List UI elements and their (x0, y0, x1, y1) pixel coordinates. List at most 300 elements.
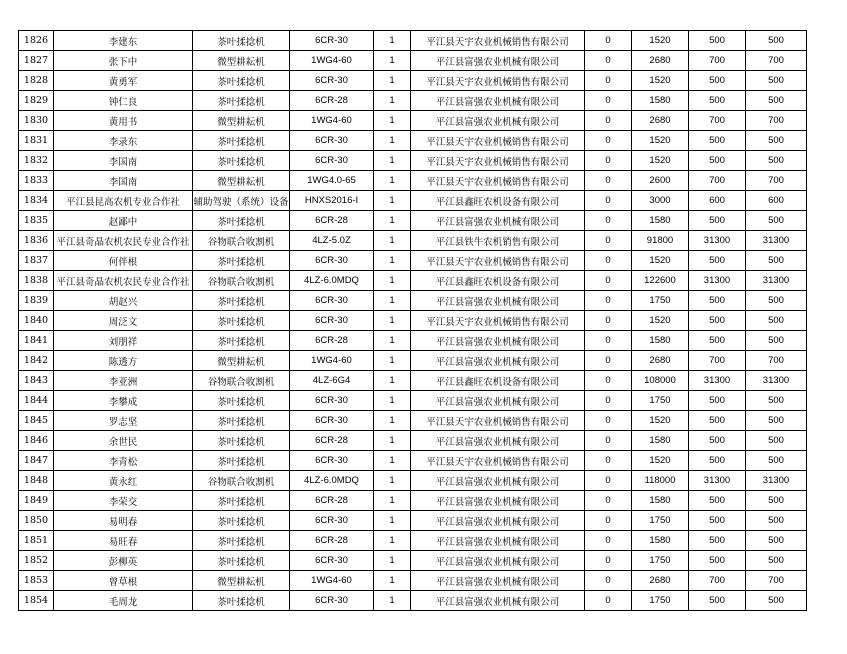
table-row (19, 311, 807, 331)
row-number-cell: 1838 (19, 271, 54, 291)
total-subsidy-cell: 31300 (746, 271, 807, 291)
quantity-cell: 1 (374, 71, 411, 91)
total-subsidy-cell: 31300 (746, 471, 807, 491)
subsidy-cell: 500 (689, 411, 746, 431)
row-number-cell: 1845 (19, 411, 54, 431)
buyer-name-cell: 彭柳英 (54, 551, 193, 571)
row-number-cell: 1849 (19, 491, 54, 511)
model-cell: 6CR-28 (290, 531, 374, 551)
row-number-cell: 1851 (19, 531, 54, 551)
buyer-name-cell: 李国南 (54, 151, 193, 171)
table-row (19, 351, 807, 371)
subsidy-cell: 500 (689, 491, 746, 511)
row-number-cell: 1826 (19, 31, 54, 51)
model-cell: 6CR-30 (290, 71, 374, 91)
subsidy-cell: 500 (689, 71, 746, 91)
machine-type-cell: 微型耕耘机 (193, 351, 290, 371)
model-cell: 4LZ-6.0MDQ (290, 271, 374, 291)
price-cell: 1520 (632, 31, 689, 51)
buyer-name-cell: 曾草根 (54, 571, 193, 591)
buyer-name-cell: 易明春 (54, 511, 193, 531)
dealer-cell: 平江县天宇农业机械销售有限公司 (411, 251, 585, 271)
machine-type-cell: 谷物联合收割机 (193, 471, 290, 491)
machine-type-cell: 微型耕耘机 (193, 51, 290, 71)
dealer-cell: 平江县天宇农业机械销售有限公司 (411, 131, 585, 151)
dealer-cell: 平江县鑫旺农机设备有限公司 (411, 191, 585, 211)
table-row (19, 411, 807, 431)
quantity-cell: 1 (374, 531, 411, 551)
total-subsidy-cell: 500 (746, 91, 807, 111)
dealer-cell: 平江县富强农业机械有限公司 (411, 491, 585, 511)
model-cell: HNXS2016-I (290, 191, 374, 211)
quantity-cell: 1 (374, 231, 411, 251)
total-subsidy-cell: 700 (746, 171, 807, 191)
price-cell: 1520 (632, 71, 689, 91)
total-subsidy-cell: 700 (746, 571, 807, 591)
subsidy-cell: 500 (689, 511, 746, 531)
value-cell: 0 (585, 151, 632, 171)
row-number-cell: 1837 (19, 251, 54, 271)
table-row (19, 271, 807, 291)
dealer-cell: 平江县富强农业机械有限公司 (411, 531, 585, 551)
buyer-name-cell: 李攀成 (54, 391, 193, 411)
buyer-name-cell: 张下中 (54, 51, 193, 71)
quantity-cell: 1 (374, 271, 411, 291)
subsidy-cell: 500 (689, 591, 746, 611)
subsidy-cell: 500 (689, 31, 746, 51)
row-number-cell: 1829 (19, 91, 54, 111)
price-cell: 2680 (632, 351, 689, 371)
quantity-cell: 1 (374, 491, 411, 511)
quantity-cell: 1 (374, 131, 411, 151)
quantity-cell: 1 (374, 411, 411, 431)
subsidy-cell: 500 (689, 531, 746, 551)
dealer-cell: 平江县富强农业机械有限公司 (411, 211, 585, 231)
table-row (19, 291, 807, 311)
quantity-cell: 1 (374, 451, 411, 471)
price-cell: 2680 (632, 571, 689, 591)
total-subsidy-cell: 500 (746, 491, 807, 511)
quantity-cell: 1 (374, 31, 411, 51)
quantity-cell: 1 (374, 191, 411, 211)
model-cell: 6CR-30 (290, 591, 374, 611)
price-cell: 1520 (632, 151, 689, 171)
table-body (19, 31, 807, 611)
price-cell: 2600 (632, 171, 689, 191)
total-subsidy-cell: 500 (746, 411, 807, 431)
table-row (19, 511, 807, 531)
row-number-cell: 1827 (19, 51, 54, 71)
price-cell: 1520 (632, 251, 689, 271)
price-cell: 1520 (632, 411, 689, 431)
value-cell: 0 (585, 491, 632, 511)
price-cell: 2680 (632, 111, 689, 131)
row-number-cell: 1843 (19, 371, 54, 391)
row-number-cell: 1839 (19, 291, 54, 311)
subsidy-cell: 700 (689, 171, 746, 191)
value-cell: 0 (585, 411, 632, 431)
model-cell: 1WG4-60 (290, 111, 374, 131)
table-row (19, 551, 807, 571)
model-cell: 6CR-30 (290, 311, 374, 331)
dealer-cell: 平江县天宇农业机械销售有限公司 (411, 411, 585, 431)
dealer-cell: 平江县富强农业机械有限公司 (411, 551, 585, 571)
total-subsidy-cell: 500 (746, 311, 807, 331)
buyer-name-cell: 平江县昆高农机专业合作社 (54, 191, 193, 211)
subsidy-cell: 500 (689, 431, 746, 451)
buyer-name-cell: 黄勇军 (54, 71, 193, 91)
table-row (19, 31, 807, 51)
machine-type-cell: 微型耕耘机 (193, 111, 290, 131)
buyer-name-cell: 赵鄙中 (54, 211, 193, 231)
buyer-name-cell: 余世民 (54, 431, 193, 451)
dealer-cell: 平江县富强农业机械有限公司 (411, 471, 585, 491)
subsidy-cell: 700 (689, 111, 746, 131)
model-cell: 6CR-30 (290, 251, 374, 271)
buyer-name-cell: 刘朋祥 (54, 331, 193, 351)
value-cell: 0 (585, 391, 632, 411)
subsidy-table (18, 30, 807, 611)
dealer-cell: 平江县富强农业机械有限公司 (411, 51, 585, 71)
quantity-cell: 1 (374, 151, 411, 171)
dealer-cell: 平江县富强农业机械有限公司 (411, 291, 585, 311)
dealer-cell: 平江县天宇农业机械销售有限公司 (411, 71, 585, 91)
model-cell: 6CR-30 (290, 451, 374, 471)
total-subsidy-cell: 500 (746, 511, 807, 531)
model-cell: 6CR-28 (290, 331, 374, 351)
dealer-cell: 平江县铁牛农机销售有限公司 (411, 231, 585, 251)
value-cell: 0 (585, 51, 632, 71)
buyer-name-cell: 平江县奇晶农机农民专业合作社 (54, 231, 193, 251)
model-cell: 6CR-28 (290, 211, 374, 231)
total-subsidy-cell: 500 (746, 251, 807, 271)
machine-type-cell: 茶叶揉捻机 (193, 331, 290, 351)
subsidy-cell: 500 (689, 551, 746, 571)
quantity-cell: 1 (374, 511, 411, 531)
row-number-cell: 1852 (19, 551, 54, 571)
model-cell: 1WG4-60 (290, 351, 374, 371)
dealer-cell: 平江县鑫旺农机设备有限公司 (411, 271, 585, 291)
machine-type-cell: 茶叶揉捻机 (193, 71, 290, 91)
subsidy-cell: 500 (689, 311, 746, 331)
buyer-name-cell: 易旺春 (54, 531, 193, 551)
table-row (19, 571, 807, 591)
table-row (19, 371, 807, 391)
value-cell: 0 (585, 511, 632, 531)
row-number-cell: 1836 (19, 231, 54, 251)
table-row (19, 591, 807, 611)
total-subsidy-cell: 500 (746, 31, 807, 51)
value-cell: 0 (585, 591, 632, 611)
model-cell: 6CR-28 (290, 91, 374, 111)
machine-type-cell: 茶叶揉捻机 (193, 91, 290, 111)
table-row (19, 91, 807, 111)
price-cell: 1520 (632, 451, 689, 471)
machine-type-cell: 茶叶揉捻机 (193, 411, 290, 431)
price-cell: 1520 (632, 311, 689, 331)
buyer-name-cell: 钟仁良 (54, 91, 193, 111)
model-cell: 6CR-30 (290, 291, 374, 311)
price-cell: 1580 (632, 91, 689, 111)
quantity-cell: 1 (374, 251, 411, 271)
dealer-cell: 平江县天宇农业机械销售有限公司 (411, 31, 585, 51)
machine-type-cell: 茶叶揉捻机 (193, 251, 290, 271)
row-number-cell: 1848 (19, 471, 54, 491)
table-row (19, 451, 807, 471)
quantity-cell: 1 (374, 591, 411, 611)
table-row (19, 171, 807, 191)
value-cell: 0 (585, 351, 632, 371)
price-cell: 122600 (632, 271, 689, 291)
price-cell: 2680 (632, 51, 689, 71)
subsidy-cell: 500 (689, 91, 746, 111)
machine-type-cell: 茶叶揉捻机 (193, 311, 290, 331)
price-cell: 108000 (632, 371, 689, 391)
subsidy-cell: 500 (689, 451, 746, 471)
subsidy-cell: 31300 (689, 231, 746, 251)
machine-type-cell: 微型耕耘机 (193, 571, 290, 591)
machine-type-cell: 谷物联合收割机 (193, 271, 290, 291)
buyer-name-cell: 李录东 (54, 131, 193, 151)
value-cell: 0 (585, 331, 632, 351)
subsidy-cell: 500 (689, 131, 746, 151)
row-number-cell: 1830 (19, 111, 54, 131)
machine-type-cell: 茶叶揉捻机 (193, 391, 290, 411)
buyer-name-cell: 黄永红 (54, 471, 193, 491)
subsidy-cell: 600 (689, 191, 746, 211)
price-cell: 1580 (632, 491, 689, 511)
buyer-name-cell: 周泛文 (54, 311, 193, 331)
row-number-cell: 1846 (19, 431, 54, 451)
row-number-cell: 1834 (19, 191, 54, 211)
subsidy-cell: 700 (689, 351, 746, 371)
value-cell: 0 (585, 191, 632, 211)
machine-type-cell: 茶叶揉捻机 (193, 431, 290, 451)
quantity-cell: 1 (374, 211, 411, 231)
table-row (19, 111, 807, 131)
quantity-cell: 1 (374, 111, 411, 131)
table-row (19, 231, 807, 251)
machine-type-cell: 茶叶揉捻机 (193, 451, 290, 471)
quantity-cell: 1 (374, 171, 411, 191)
price-cell: 1580 (632, 431, 689, 451)
total-subsidy-cell: 31300 (746, 231, 807, 251)
buyer-name-cell: 李青松 (54, 451, 193, 471)
model-cell: 6CR-28 (290, 431, 374, 451)
quantity-cell: 1 (374, 91, 411, 111)
total-subsidy-cell: 500 (746, 71, 807, 91)
table-row (19, 51, 807, 71)
table-row (19, 131, 807, 151)
value-cell: 0 (585, 211, 632, 231)
value-cell: 0 (585, 91, 632, 111)
buyer-name-cell: 李亚洲 (54, 371, 193, 391)
dealer-cell: 平江县天宇农业机械销售有限公司 (411, 311, 585, 331)
row-number-cell: 1844 (19, 391, 54, 411)
price-cell: 1750 (632, 291, 689, 311)
row-number-cell: 1840 (19, 311, 54, 331)
dealer-cell: 平江县天宇农业机械销售有限公司 (411, 151, 585, 171)
total-subsidy-cell: 500 (746, 551, 807, 571)
machine-type-cell: 茶叶揉捻机 (193, 31, 290, 51)
dealer-cell: 平江县天宇农业机械销售有限公司 (411, 171, 585, 191)
value-cell: 0 (585, 171, 632, 191)
value-cell: 0 (585, 431, 632, 451)
row-number-cell: 1835 (19, 211, 54, 231)
row-number-cell: 1850 (19, 511, 54, 531)
buyer-name-cell: 黄用书 (54, 111, 193, 131)
value-cell: 0 (585, 31, 632, 51)
price-cell: 1580 (632, 331, 689, 351)
machine-type-cell: 辅助驾驶（系统）设备 (193, 191, 290, 211)
subsidy-cell: 700 (689, 571, 746, 591)
table-row (19, 211, 807, 231)
dealer-cell: 平江县富强农业机械有限公司 (411, 111, 585, 131)
machine-type-cell: 谷物联合收割机 (193, 231, 290, 251)
model-cell: 6CR-30 (290, 391, 374, 411)
table-row (19, 531, 807, 551)
model-cell: 6CR-30 (290, 411, 374, 431)
value-cell: 0 (585, 551, 632, 571)
price-cell: 1750 (632, 511, 689, 531)
row-number-cell: 1831 (19, 131, 54, 151)
quantity-cell: 1 (374, 351, 411, 371)
total-subsidy-cell: 700 (746, 51, 807, 71)
subsidy-cell: 500 (689, 331, 746, 351)
row-number-cell: 1853 (19, 571, 54, 591)
subsidy-cell: 500 (689, 291, 746, 311)
price-cell: 1580 (632, 211, 689, 231)
machine-type-cell: 茶叶揉捻机 (193, 491, 290, 511)
value-cell: 0 (585, 451, 632, 471)
model-cell: 1WG4-60 (290, 51, 374, 71)
row-number-cell: 1828 (19, 71, 54, 91)
value-cell: 0 (585, 531, 632, 551)
table-row (19, 191, 807, 211)
value-cell: 0 (585, 111, 632, 131)
buyer-name-cell: 平江县奇晶农机农民专业合作社 (54, 271, 193, 291)
row-number-cell: 1833 (19, 171, 54, 191)
table-row (19, 431, 807, 451)
machine-type-cell: 茶叶揉捻机 (193, 131, 290, 151)
value-cell: 0 (585, 291, 632, 311)
total-subsidy-cell: 500 (746, 331, 807, 351)
dealer-cell: 平江县富强农业机械有限公司 (411, 391, 585, 411)
subsidy-cell: 31300 (689, 371, 746, 391)
total-subsidy-cell: 500 (746, 291, 807, 311)
subsidy-cell: 31300 (689, 471, 746, 491)
model-cell: 1WG4-60 (290, 571, 374, 591)
value-cell: 0 (585, 231, 632, 251)
price-cell: 91800 (632, 231, 689, 251)
machine-type-cell: 茶叶揉捻机 (193, 211, 290, 231)
buyer-name-cell: 李荣交 (54, 491, 193, 511)
dealer-cell: 平江县富强农业机械有限公司 (411, 91, 585, 111)
table-row (19, 251, 807, 271)
subsidy-cell: 31300 (689, 271, 746, 291)
model-cell: 6CR-28 (290, 491, 374, 511)
row-number-cell: 1841 (19, 331, 54, 351)
machine-type-cell: 微型耕耘机 (193, 171, 290, 191)
dealer-cell: 平江县富强农业机械有限公司 (411, 331, 585, 351)
quantity-cell: 1 (374, 331, 411, 351)
total-subsidy-cell: 500 (746, 211, 807, 231)
table-row (19, 151, 807, 171)
quantity-cell: 1 (374, 551, 411, 571)
quantity-cell: 1 (374, 51, 411, 71)
total-subsidy-cell: 500 (746, 591, 807, 611)
total-subsidy-cell: 500 (746, 451, 807, 471)
subsidy-cell: 700 (689, 51, 746, 71)
value-cell: 0 (585, 571, 632, 591)
quantity-cell: 1 (374, 471, 411, 491)
buyer-name-cell: 罗志坚 (54, 411, 193, 431)
quantity-cell: 1 (374, 391, 411, 411)
model-cell: 6CR-30 (290, 31, 374, 51)
buyer-name-cell: 何伴根 (54, 251, 193, 271)
dealer-cell: 平江县富强农业机械有限公司 (411, 431, 585, 451)
table-row (19, 471, 807, 491)
machine-type-cell: 茶叶揉捻机 (193, 551, 290, 571)
subsidy-cell: 500 (689, 251, 746, 271)
dealer-cell: 平江县天宇农业机械销售有限公司 (411, 451, 585, 471)
quantity-cell: 1 (374, 431, 411, 451)
price-cell: 1520 (632, 131, 689, 151)
subsidy-cell: 500 (689, 211, 746, 231)
model-cell: 1WG4.0-65 (290, 171, 374, 191)
value-cell: 0 (585, 131, 632, 151)
price-cell: 1750 (632, 591, 689, 611)
model-cell: 6CR-30 (290, 551, 374, 571)
value-cell: 0 (585, 71, 632, 91)
dealer-cell: 平江县富强农业机械有限公司 (411, 511, 585, 531)
machine-type-cell: 茶叶揉捻机 (193, 291, 290, 311)
total-subsidy-cell: 500 (746, 431, 807, 451)
quantity-cell: 1 (374, 291, 411, 311)
row-number-cell: 1842 (19, 351, 54, 371)
buyer-name-cell: 李建东 (54, 31, 193, 51)
subsidy-cell: 500 (689, 151, 746, 171)
dealer-cell: 平江县富强农业机械有限公司 (411, 351, 585, 371)
price-cell: 3000 (632, 191, 689, 211)
machine-type-cell: 茶叶揉捻机 (193, 151, 290, 171)
model-cell: 4LZ-6.0MDQ (290, 471, 374, 491)
row-number-cell: 1847 (19, 451, 54, 471)
table-row (19, 491, 807, 511)
dealer-cell: 平江县富强农业机械有限公司 (411, 591, 585, 611)
total-subsidy-cell: 500 (746, 391, 807, 411)
table-row (19, 71, 807, 91)
machine-type-cell: 茶叶揉捻机 (193, 511, 290, 531)
model-cell: 6CR-30 (290, 131, 374, 151)
total-subsidy-cell: 500 (746, 531, 807, 551)
price-cell: 1750 (632, 551, 689, 571)
total-subsidy-cell: 500 (746, 151, 807, 171)
value-cell: 0 (585, 471, 632, 491)
model-cell: 4LZ-5.0Z (290, 231, 374, 251)
model-cell: 6CR-30 (290, 511, 374, 531)
quantity-cell: 1 (374, 571, 411, 591)
total-subsidy-cell: 31300 (746, 371, 807, 391)
price-cell: 118000 (632, 471, 689, 491)
total-subsidy-cell: 500 (746, 131, 807, 151)
dealer-cell: 平江县富强农业机械有限公司 (411, 571, 585, 591)
machine-type-cell: 茶叶揉捻机 (193, 591, 290, 611)
value-cell: 0 (585, 251, 632, 271)
value-cell: 0 (585, 311, 632, 331)
value-cell: 0 (585, 371, 632, 391)
machine-type-cell: 茶叶揉捻机 (193, 531, 290, 551)
